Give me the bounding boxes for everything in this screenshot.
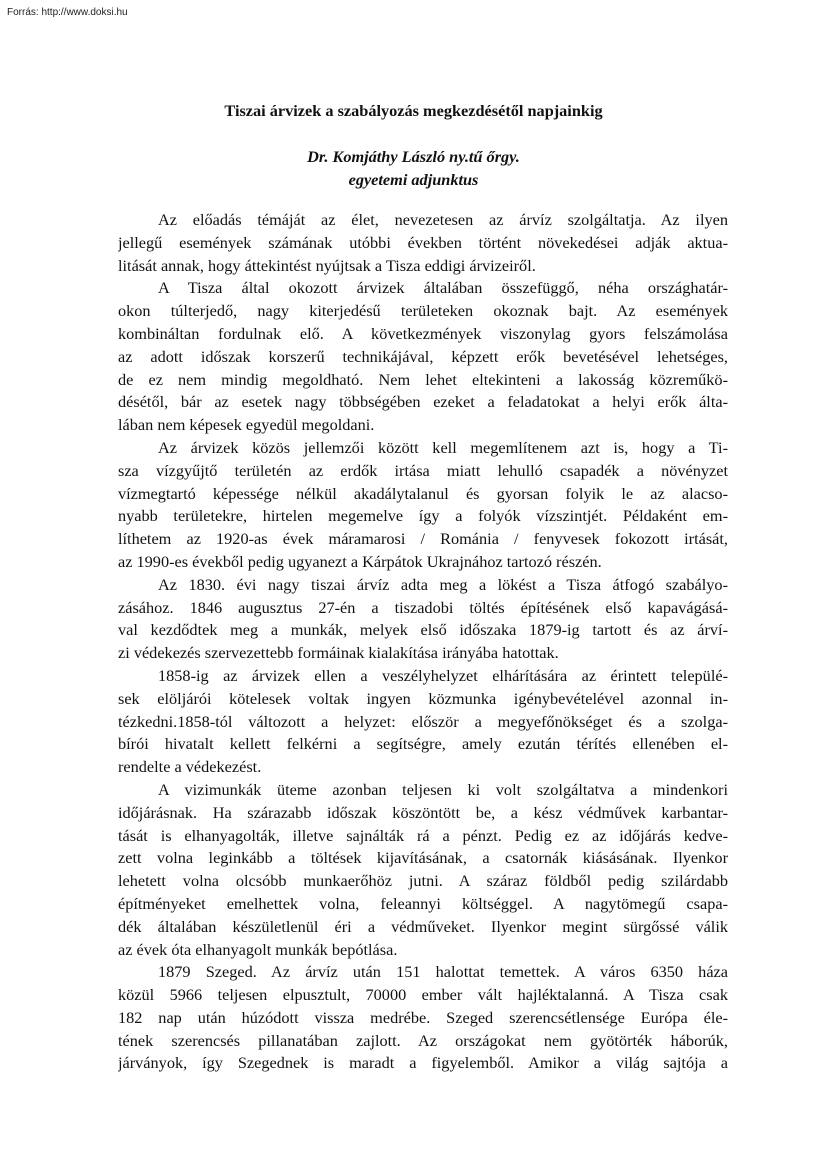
- text-line: az adott időszak korszerű technikájával, képzett erők bevetésével lehetséges,: [118, 346, 728, 366]
- text-line: tézkedni.1858-tól változott a helyzet: először a megyefőnökséget és a szolga-: [118, 711, 728, 731]
- author-name: Dr. Komjáthy László ny.tű őrgy.: [307, 147, 520, 166]
- text-line: líthetem az 1920-as évek máramarosi / Románia / fenyvesek fokozott irtását,: [118, 529, 728, 549]
- text-line: közül 5966 teljesen elpusztult, 70000 ember vált hajléktalanná. A Tisza csak: [118, 985, 728, 1005]
- text-line: jellegű események számának utóbbi években történt növekedései adják aktua-: [118, 232, 728, 252]
- text-line: az évek óta elhanyagolt munkák bepótlása.: [118, 939, 398, 959]
- text-line: 182 nap után húzódott vissza medrébe. Szeged szerencsétlensége Európa éle-: [118, 1007, 728, 1027]
- text-line: kombináltan fordulnak elő. A következmények viszonylag gyors felszámolása: [118, 323, 728, 343]
- text-line: litását annak, hogy áttekintést nyújtsak a Tisza eddigi árvizeiről.: [118, 255, 536, 275]
- author-block: [0, 145, 827, 191]
- text-line: okon túlterjedő, nagy kiterjedésű területeken okoznak bajt. Az események: [118, 301, 728, 321]
- text-line: zett volna leginkább a töltések kijavításának, a csatornák kiásásának. Ilyenkor: [118, 848, 728, 868]
- body-text: [118, 209, 728, 1075]
- text-line: Az árvizek közös jellemzői között kell megemlítenem azt is, hogy a Ti-: [158, 437, 728, 457]
- text-line: Az előadás témáját az élet, nevezetesen az árvíz szolgáltatja. Az ilyen: [158, 210, 728, 229]
- text-line: rendelte a védekezést.: [118, 757, 262, 777]
- text-line: lehetett volna olcsóbb munkaerőhöz jutni. A száraz földből pedig szilárdabb: [118, 871, 728, 891]
- text-line: lában nem képesek egyedül megoldani.: [118, 415, 375, 435]
- text-line: A Tisza által okozott árvizek általában összefüggő, néha országhatár-: [158, 278, 728, 298]
- text-line: az 1990-es évekből pedig ugyanezt a Kárpátok Ukrajnához tartozó részén.: [118, 551, 602, 571]
- text-line: tének szerencsés pillanatában zajlott. Az országokat nem gyötörték háborúk,: [118, 1030, 728, 1050]
- text-line: sek elöljárói kötelesek voltak ingyen közmunka igénybevételével azonnal in-: [118, 688, 728, 708]
- text-line: időjárásnak. Ha szárazabb időszak köszöntött be, a kész védművek karbantar-: [118, 802, 728, 822]
- document-title: Tiszai árvizek a szabályozás megkezdésétől napjainkig: [224, 101, 603, 120]
- text-line: tását is elhanyagolták, illetve sajnálták rá a pénzt. Pedig ez az időjárás kedve-: [118, 825, 728, 845]
- text-line: járványok, így Szegednek is maradt a figyelemből. Amikor a világ sajtója a: [118, 1053, 728, 1073]
- author-position: egyetemi adjunktus: [348, 170, 479, 189]
- text-line: nyabb területekre, hirtelen megemelve így a folyók vízszintjét. Példaként em-: [118, 506, 728, 526]
- text-line: de ez nem mindig megoldható. Nem lehet eltekinteni a lakosság közreműkö-: [118, 369, 728, 389]
- text-line: zi védekezés szervezettebb formáinak kialakítása irányába hatottak.: [118, 643, 559, 663]
- text-line: zásához. 1846 augusztus 27-én a tiszadobi töltés építésének első kapavágásá-: [118, 597, 728, 617]
- text-line: désétől, bár az esetek nagy többségében ezeket a feladatokat a helyi erők álta-: [118, 392, 728, 412]
- text-line: sza vízgyűjtő területén az erdők irtása miatt lehulló csapadék a növényzet: [118, 460, 728, 480]
- text-line: 1879 Szeged. Az árvíz után 151 halottat temettek. A város 6350 háza: [158, 962, 728, 982]
- text-line: val kezdődtek meg a munkák, melyek első időszaka 1879-ig tartott és az árví-: [118, 620, 728, 640]
- text-line: 1858-ig az árvizek ellen a veszélyhelyzet elhárítására az érintett települé-: [158, 665, 728, 685]
- source-label: Forrás: http://www.doksi.hu: [7, 7, 128, 18]
- text-line: dék általában készületlenül éri a védműveket. Ilyenkor megint sürgőssé válik: [118, 916, 728, 936]
- text-line: bírói hivatalt kellett felkérni a segítségre, amely ezután térítés ellenében el-: [118, 734, 728, 754]
- text-line: Az 1830. évi nagy tiszai árvíz adta meg a lökést a Tisza átfogó szabályo-: [158, 574, 728, 594]
- text-line: építményeket emelhettek volna, feleannyi költséggel. A nagytömegű csapa-: [118, 893, 728, 913]
- text-line: vízmegtartó képessége nélkül akadálytalanul és gyorsan folyik le az alacso-: [118, 483, 728, 503]
- text-line: A vizimunkák üteme azonban teljesen ki volt szolgáltatva a mindenkori: [158, 779, 728, 799]
